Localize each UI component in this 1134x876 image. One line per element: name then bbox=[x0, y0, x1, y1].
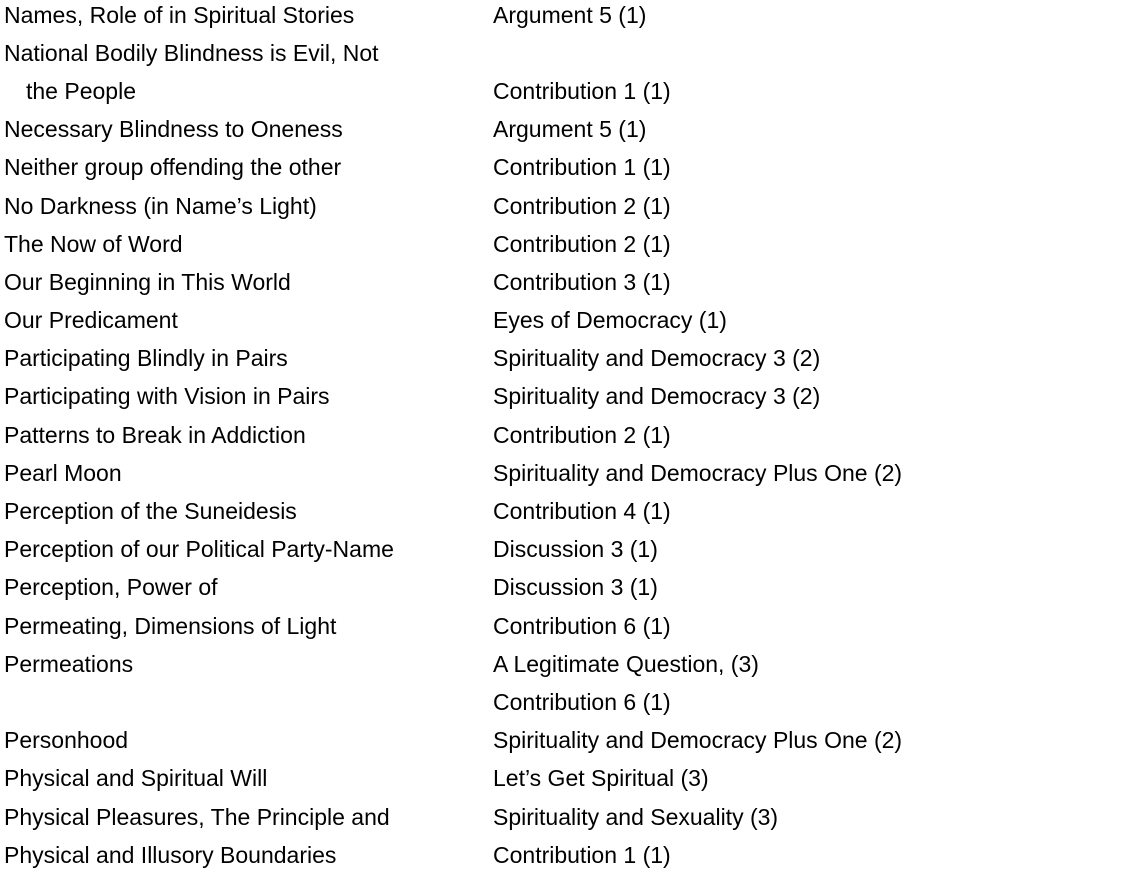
index-reference: A Legitimate Question, (3) bbox=[493, 650, 759, 677]
index-reference: Eyes of Democracy (1) bbox=[493, 307, 727, 334]
index-reference: Contribution 6 (1) bbox=[493, 688, 671, 715]
index-entry bbox=[4, 378, 1130, 416]
index-entry bbox=[4, 836, 1130, 874]
index-reference: Discussion 3 (1) bbox=[493, 536, 658, 563]
index-term: Participating with Vision in Pairs bbox=[4, 383, 330, 410]
index-term: Our Predicament bbox=[4, 307, 178, 334]
index-reference: Spirituality and Democracy Plus One (2) bbox=[493, 727, 903, 754]
index-term: Permeations bbox=[4, 650, 134, 677]
index-entry bbox=[4, 454, 1130, 492]
index-reference: Contribution 4 (1) bbox=[493, 498, 671, 525]
index-reference: Argument 5 (1) bbox=[493, 1, 647, 28]
index-reference-cell bbox=[493, 645, 1130, 721]
index-entry bbox=[4, 149, 1130, 187]
index-entry bbox=[4, 34, 1130, 110]
index-entry bbox=[4, 492, 1130, 530]
index-term: Our Beginning in This World bbox=[4, 268, 291, 295]
index-entry bbox=[4, 607, 1130, 645]
index-entry bbox=[4, 798, 1130, 836]
index-entry bbox=[4, 263, 1130, 301]
index-term: Perception, Power of bbox=[4, 574, 218, 601]
index-reference: Contribution 1 (1) bbox=[493, 841, 671, 868]
index-term: Physical and Illusory Boundaries bbox=[4, 841, 337, 868]
index-entry bbox=[4, 340, 1130, 378]
index-entry bbox=[4, 187, 1130, 225]
index-entry bbox=[4, 645, 1130, 721]
index-reference: Contribution 3 (1) bbox=[493, 268, 671, 295]
index-term: Names, Role of in Spiritual Stories bbox=[4, 1, 355, 28]
index-term: Patterns to Break in Addiction bbox=[4, 421, 306, 448]
index-term: Personhood bbox=[4, 727, 129, 754]
index-reference: Discussion 3 (1) bbox=[493, 574, 658, 601]
index-term-line: National Bodily Blindness is Evil, Not bbox=[4, 39, 379, 66]
index-term-cell bbox=[4, 645, 493, 721]
index-reference: Contribution 2 (1) bbox=[493, 192, 671, 219]
index-entry bbox=[4, 760, 1130, 798]
index-term: Participating Blindly in Pairs bbox=[4, 345, 288, 372]
index-term bbox=[4, 34, 493, 110]
index-entry bbox=[4, 225, 1130, 263]
index-entry bbox=[4, 531, 1130, 569]
index-entry bbox=[4, 569, 1130, 607]
index-reference: Spirituality and Democracy 3 (2) bbox=[493, 383, 821, 410]
index-reference: Spirituality and Democracy Plus One (2) bbox=[493, 459, 903, 486]
index-term: Physical and Spiritual Will bbox=[4, 765, 268, 792]
index-reference: Contribution 1 (1) bbox=[493, 77, 671, 104]
index-term: No Darkness (in Name’s Light) bbox=[4, 192, 317, 219]
index-reference: Contribution 2 (1) bbox=[493, 421, 671, 448]
index-reference: Spirituality and Democracy 3 (2) bbox=[493, 345, 821, 372]
index-term: Pearl Moon bbox=[4, 459, 122, 486]
index-entry bbox=[4, 416, 1130, 454]
index-entry bbox=[4, 722, 1130, 760]
index-term: Necessary Blindness to Oneness bbox=[4, 116, 343, 143]
index-term: Neither group offending the other bbox=[4, 154, 342, 181]
index-reference: Contribution 1 (1) bbox=[493, 154, 671, 181]
index-entry bbox=[4, 0, 1130, 34]
index-term: Perception of our Political Party-Name bbox=[4, 536, 394, 563]
index-reference: Contribution 2 (1) bbox=[493, 230, 671, 257]
index-reference: Contribution 6 (1) bbox=[493, 612, 671, 639]
index-term-line: the People bbox=[26, 77, 136, 104]
index-term: The Now of Word bbox=[4, 230, 183, 257]
index-list bbox=[4, 0, 1130, 874]
index-reference: Let’s Get Spiritual (3) bbox=[493, 765, 709, 792]
index-reference: Argument 5 (1) bbox=[493, 116, 647, 143]
index-term: Perception of the Suneidesis bbox=[4, 498, 297, 525]
index-reference-cell bbox=[493, 34, 1130, 110]
index-reference: Spirituality and Sexuality (3) bbox=[493, 803, 779, 830]
index-term: Physical Pleasures, The Principle and bbox=[4, 803, 390, 830]
index-entry bbox=[4, 302, 1130, 340]
index-entry bbox=[4, 111, 1130, 149]
index-term: Permeating, Dimensions of Light bbox=[4, 612, 337, 639]
